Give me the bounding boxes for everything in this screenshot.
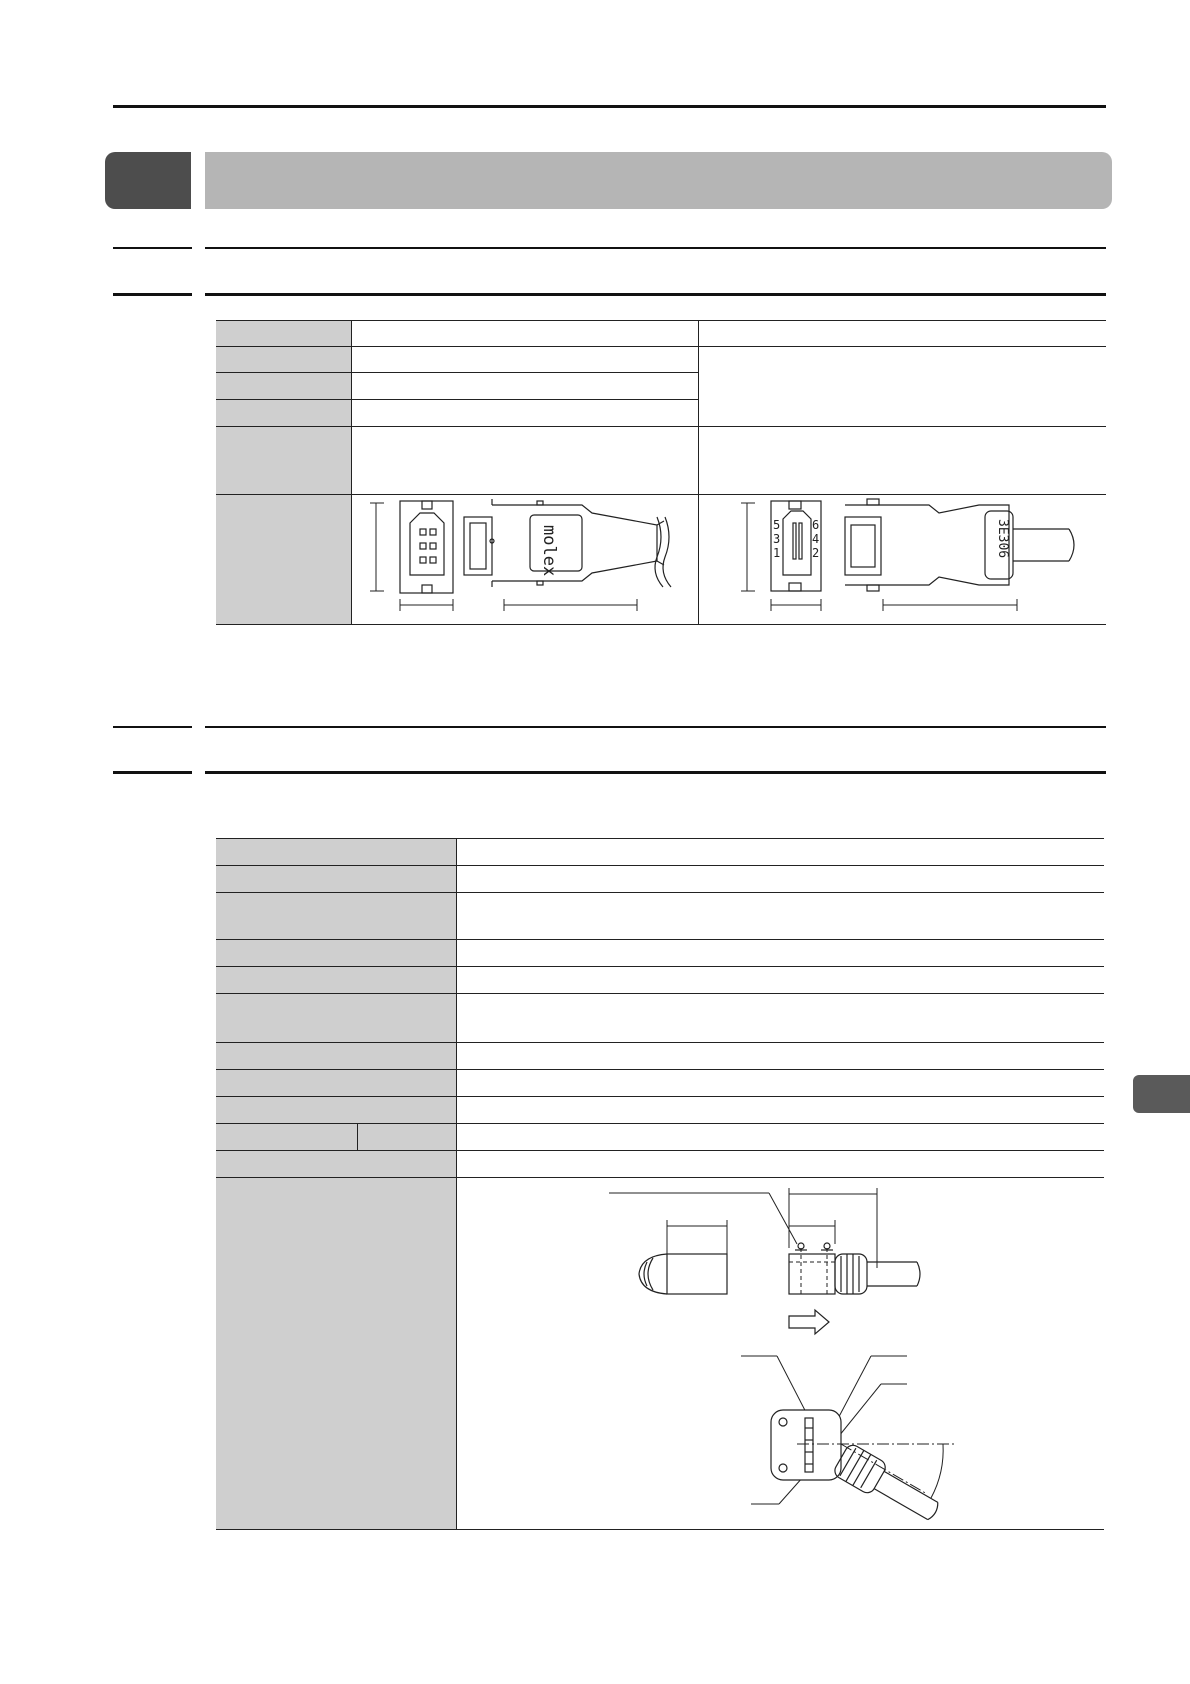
pin-label: 3 xyxy=(772,532,780,546)
row-label xyxy=(216,1151,456,1178)
table-cell xyxy=(456,940,1104,967)
row-label xyxy=(216,347,351,373)
section2-heading-rule-left xyxy=(113,726,192,728)
row-label xyxy=(216,866,456,893)
molex-brand-mark: molex xyxy=(538,525,559,577)
connector-spec-table xyxy=(216,320,1106,625)
row-label xyxy=(216,427,351,495)
row-label xyxy=(216,400,351,427)
connector-a-drawing-cell xyxy=(351,495,698,625)
table-cell xyxy=(456,994,1104,1043)
table-cell xyxy=(456,866,1104,893)
table-cell xyxy=(456,1124,1104,1151)
assembly-drawing-cell xyxy=(456,1178,1104,1530)
chapter-side-tab xyxy=(1133,1075,1190,1113)
table-row xyxy=(216,839,1104,866)
section-banner xyxy=(205,152,1112,209)
pin-label: 2 xyxy=(811,546,819,560)
connector-a-drawing xyxy=(352,495,699,621)
table-cell xyxy=(456,839,1104,866)
pin-label: 6 xyxy=(811,518,819,532)
table-row xyxy=(216,1097,1104,1124)
pin-label: 1 xyxy=(772,546,780,560)
connector-marking-text: 3E306 xyxy=(994,519,1010,559)
cable-assembly-drawing xyxy=(457,1178,1105,1526)
connector-b-drawing-cell xyxy=(698,495,1106,625)
table-cell xyxy=(351,347,698,373)
table-cell xyxy=(456,893,1104,940)
row-label xyxy=(216,373,351,400)
row-label xyxy=(216,893,456,940)
table-row xyxy=(216,940,1104,967)
table-row xyxy=(216,1178,1104,1530)
table-row xyxy=(216,1070,1104,1097)
table-cell xyxy=(456,1151,1104,1178)
top-rule xyxy=(113,105,1106,108)
row-label xyxy=(216,1178,456,1530)
row-sublabel xyxy=(357,1124,456,1151)
section1-heading-rule-left xyxy=(113,247,192,249)
connector-b-drawing xyxy=(699,495,1107,621)
section2-heading-rule-right xyxy=(205,726,1106,728)
table-row xyxy=(216,347,1106,373)
table-row xyxy=(216,1043,1104,1070)
row-label xyxy=(216,1124,357,1151)
table-cell xyxy=(456,967,1104,994)
table-row xyxy=(216,967,1104,994)
table-cell xyxy=(698,427,1106,495)
row-label xyxy=(216,495,351,625)
row-label xyxy=(216,839,456,866)
cable-spec-table xyxy=(216,838,1104,1530)
row-label xyxy=(216,994,456,1043)
pin-label: 4 xyxy=(811,532,819,546)
table-cell xyxy=(456,1043,1104,1070)
table-cell-merged xyxy=(698,347,1106,427)
table-header-cell xyxy=(698,321,1106,347)
pin-label: 5 xyxy=(772,518,780,532)
row-label xyxy=(216,1097,456,1124)
table-row xyxy=(216,994,1104,1043)
table-header-cell xyxy=(216,321,351,347)
table-cell xyxy=(456,1070,1104,1097)
table-row xyxy=(216,866,1104,893)
row-label xyxy=(216,1070,456,1097)
section2-underline-left xyxy=(113,771,192,774)
table-row xyxy=(216,495,1106,625)
section1-underline-left xyxy=(113,293,192,296)
table-cell xyxy=(351,400,698,427)
table-row xyxy=(216,893,1104,940)
table-row xyxy=(216,321,1106,347)
row-label xyxy=(216,940,456,967)
row-label xyxy=(216,1043,456,1070)
section1-heading-rule-right xyxy=(205,247,1106,249)
table-row xyxy=(216,1151,1104,1178)
table-cell xyxy=(351,373,698,400)
table-row xyxy=(216,1124,1104,1151)
table-header-cell xyxy=(351,321,698,347)
row-label xyxy=(216,967,456,994)
section2-underline-right xyxy=(205,771,1106,774)
table-cell xyxy=(456,1097,1104,1124)
section1-underline-right xyxy=(205,293,1106,296)
chapter-marker xyxy=(105,152,191,209)
table-row xyxy=(216,427,1106,495)
table-cell xyxy=(351,427,698,495)
